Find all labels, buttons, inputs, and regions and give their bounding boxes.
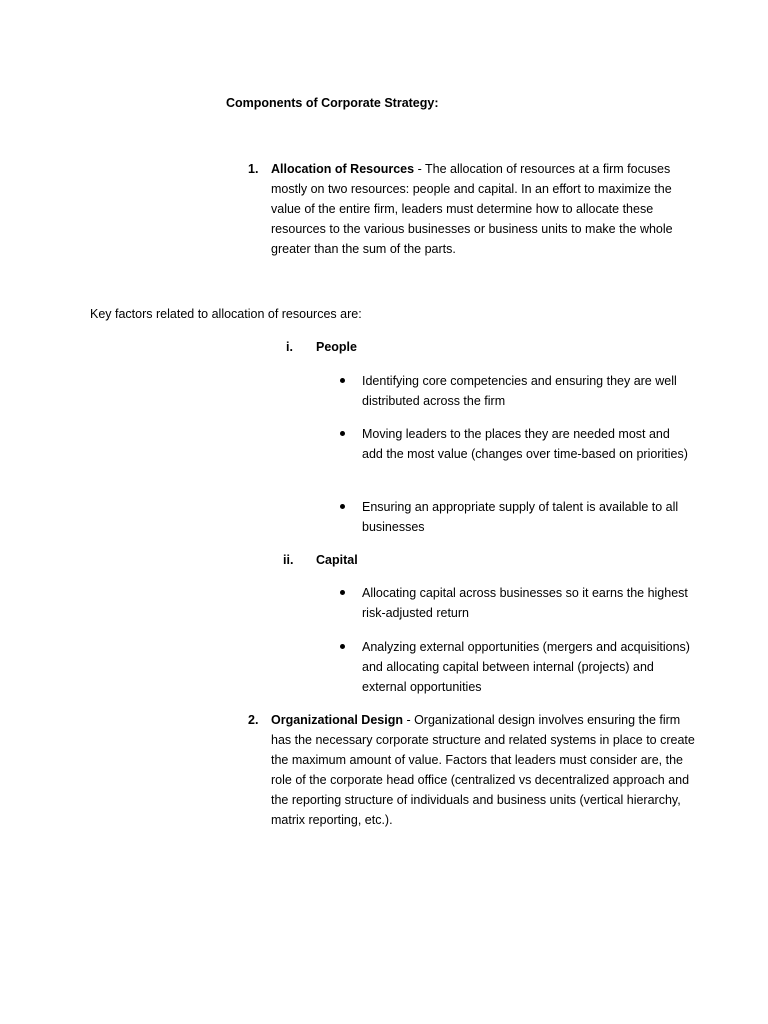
section-heading: Organizational Design [271, 713, 403, 727]
bullet-icon [340, 590, 345, 595]
key-factors-intro: Key factors related to allocation of resources are: [90, 307, 362, 321]
bullet-icon [340, 504, 345, 509]
section-paragraph [271, 159, 681, 259]
bullet-text: Ensuring an appropriate supply of talent is available to all businesses [362, 500, 679, 534]
section-paragraph [271, 710, 696, 830]
factor-label: People [316, 340, 357, 354]
bullet-icon [340, 378, 345, 383]
section-number: 2. [248, 713, 259, 727]
bullet-text: Identifying core competencies and ensuring they are well distributed across the firm [362, 374, 677, 408]
page-title: Components of Corporate Strategy: [226, 96, 439, 110]
bullet-text: Allocating capital across businesses so it earns the highest risk-adjusted return [362, 586, 688, 620]
section-body: - Organizational design involves ensuring the firm has the necessary corporate structure and related systems in place to create the maximum amount of value. Factors that leaders must consider are, the role of the corporate head office (centralized vs decentralized approach and the reporting structure of individuals and business units (vertical hierarchy, matrix reporting, etc.). [271, 713, 695, 827]
factor-label: Capital [316, 553, 358, 567]
bullet-text: Analyzing external opportunities (mergers and acquisitions) and allocating capital between internal (projects) and external opportunities [362, 640, 690, 694]
factor-marker: ii. [283, 553, 294, 567]
section-body: - The allocation of resources at a firm focuses mostly on two resources: people and capital. In an effort to maximize the value of the entire firm, leaders must determine how to allocate these resources to the various businesses or business units to make the whole greater than the sum of the parts. [271, 162, 673, 256]
bullet-icon [340, 431, 345, 436]
factor-marker: i. [286, 340, 293, 354]
section-heading: Allocation of Resources [271, 162, 415, 176]
bullet-icon [340, 644, 345, 649]
bullet-text: Moving leaders to the places they are needed most and add the most value (changes over time-based on priorities) [362, 427, 688, 461]
section-number: 1. [248, 162, 259, 176]
